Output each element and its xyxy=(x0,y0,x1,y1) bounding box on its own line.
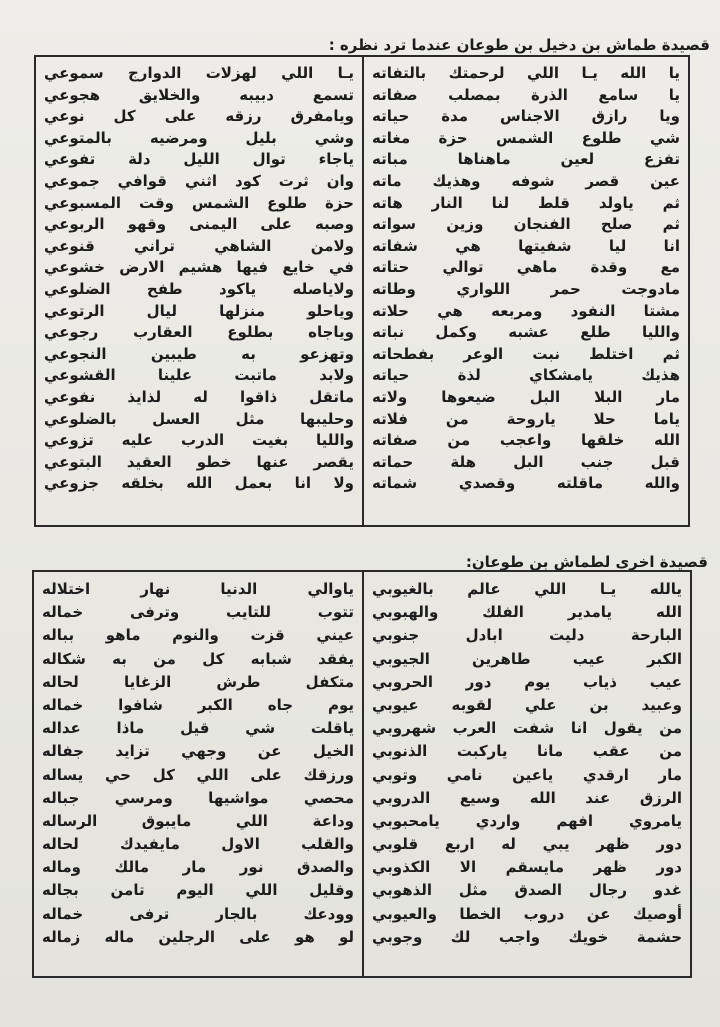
poem1-right-verse: مار البلا البل ضيعوها ولاته xyxy=(372,387,680,406)
poem1-right-verse: عين قصر شوفه وهذيك ماته xyxy=(372,171,680,190)
poem2-right-verse: الله يامدير الفلك والهبوبي xyxy=(372,603,682,622)
poem1-right-verse: مع وقدة ماهي توالي حتاته xyxy=(372,258,680,277)
poem2-left-verse: متكفل طرش الزغايا لحاله xyxy=(42,672,354,691)
poem1-right-verse: تفزع لعين ماهناها مباته xyxy=(372,150,680,169)
poem1-right-verse: ثم صلح الفنجان وزين سواته xyxy=(372,215,680,234)
poem2-left-verse: ياوالي الدنيا نهار اختلاله xyxy=(42,580,354,598)
poem1-left-verse: ولاياصله ياكود طفح الضلوعي xyxy=(44,279,354,298)
poem1-left-verse: وان ثرت كود اثني قوافي جموعي xyxy=(44,171,354,190)
poem1-left-verse: ولابد ماتبت علينا القشوعي xyxy=(44,366,354,385)
poem2-left-verse: لو هو على الرجلين ماله زماله xyxy=(42,927,354,946)
poem2-right-verse: البارحة دليت ابادل جنوبي xyxy=(372,626,682,645)
poem2-left-verse: محصي مواشيها ومرسي جباله xyxy=(42,788,354,807)
poem1-right-verse: الله خلقها واعجب من صفاته xyxy=(372,431,680,450)
poem2-left-verse: ورزقك على اللي كل حي يساله xyxy=(42,765,354,784)
poem2-left-verse: يوم جاه الكبر شافوا خماله xyxy=(42,695,354,714)
poem1-left-verse: ويامفرق رزقه على كل نوعي xyxy=(44,107,354,126)
poem1-right-verse: ثم اختلط نبت الوعر بفطحاته xyxy=(372,344,680,363)
poem1-left-verse: يـا اللي لهزلات الدوارج سموعي xyxy=(44,64,354,82)
poem1-left-verse: في خايع فيها هشيم الارض خشوعي xyxy=(44,258,354,277)
poem1-left-verse: وياحلو منزلها ليال الرتوعي xyxy=(44,301,354,320)
poem2-left-verse: والقلب الاول مايفيدك لحاله xyxy=(42,835,354,854)
poem1-right-verse: يا الله يـا اللي لرحمتك بالتفاته xyxy=(372,64,680,82)
poem1-box xyxy=(34,55,690,527)
poem1-left-verse: والليا بغيت الدرب عليه تزوعي xyxy=(44,431,354,450)
poem2-left-verse: عيني قزت والنوم ماهو بباله xyxy=(42,626,354,645)
poem1-left-verse: حزة طلوع الشمس وقت المسبوعي xyxy=(44,193,354,212)
poem2-right-verse: مار ارقدي ياعين نامي وتوبي xyxy=(372,765,682,784)
poem1-left-verse: وحليبها مثل العسل بالضلوعي xyxy=(44,409,354,428)
poem1-right-verse: هذيك يامشكاي لذة حياته xyxy=(372,366,680,385)
poem2-left-verse: وقليل اللي اليوم تامن بجاله xyxy=(42,881,354,900)
poem1-left-verse: يقصر عنها خطو العقيد البتوعي xyxy=(44,452,354,471)
poem1-right-verse: ثم ياولد قلط لنا النار هاته xyxy=(372,193,680,212)
poem2-right-verse: وعبيد بن علي لقوبه عيوبي xyxy=(372,695,682,714)
poem2-box xyxy=(32,570,692,978)
poem2-left-verse: ياقلت شي قيل ماذا عداله xyxy=(42,719,354,738)
poem2-title: قصيدة اخرى لطماش بن طوعان: xyxy=(465,553,708,571)
poem2-left-verse: الخيل عن وجهي تزايد جفاله xyxy=(42,742,354,761)
poem1-right-verse: شي طلوع الشمس حزة مغاته xyxy=(372,128,680,147)
poem2-right-verse: الرزق عند الله وسيع الدروبي xyxy=(372,788,682,807)
poem1-right-verse: والليا طلع عشبه وكمل نباته xyxy=(372,323,680,342)
poem1-right-verse: والله ماقلته وقصدي شماته xyxy=(372,474,680,493)
poem2-right-verse: غدو رجال الصدق مثل الذهوبي xyxy=(372,881,682,900)
poem2-right-verse: من يقول انا شفت العرب شهروبي xyxy=(372,719,682,738)
poem2-right-verse: دور ظهر يبي له اربع قلوبي xyxy=(372,835,682,854)
poem2-left-column xyxy=(34,572,362,976)
poem2-left-verse: وودعك بالجار ترفى خماله xyxy=(42,904,354,923)
poem1-left-verse: وصبه على اليمنى وقهو الربوعي xyxy=(44,215,354,234)
poem1-right-verse: ويا رازق الاجناس مدة حياته xyxy=(372,107,680,126)
poem1-left-verse: ماتقل ذاقوا له لذايذ نفوعي xyxy=(44,387,354,406)
poem1-right-verse: يا سامع الذرة بمصلب صفاته xyxy=(372,85,680,104)
poem2-right-verse: من عقب مانا ياركبت الذنوبي xyxy=(372,742,682,761)
poem2-right-verse: يامروي افهم واردي يامحبوبي xyxy=(372,811,682,830)
poem1-right-verse: انا ليا شفيتها هي شفاته xyxy=(372,236,680,255)
poem2-right-verse: يالله يـا اللي عالم بالغيوبي xyxy=(372,580,682,598)
poem1-right-verse: ياما حلا ياروحة من فلاته xyxy=(372,409,680,428)
poem1-right-verse: مشتا النفود ومربعه هي حلاته xyxy=(372,301,680,320)
poem2-right-verse: عيب ذياب يوم دور الحروبي xyxy=(372,672,682,691)
poem1-left-verse: وياجاه بطلوع العقارب رجوعي xyxy=(44,323,354,342)
poem2-right-verse: أوصيك عن دروب الخطا والعيوبي xyxy=(372,904,682,923)
poem1-left-column xyxy=(36,57,362,525)
poem2-right-column xyxy=(362,572,690,976)
poem1-left-verse: وشي بليل ومرضيه بالمتوعي xyxy=(44,128,354,147)
poem1-right-column xyxy=(362,57,688,525)
poem2-right-verse: دور ظهر مايسقم الا الكذوبي xyxy=(372,858,682,877)
poem2-right-verse: الكبر عيب طاهرين الجيوبي xyxy=(372,649,682,668)
poem1-right-verse: قبل جنب البل هلة حماته xyxy=(372,452,680,471)
poem2-left-verse: والصدق نور مار مالك وماله xyxy=(42,858,354,877)
poem2-left-verse: تتوب للتايب وترفى خماله xyxy=(42,603,354,622)
poem1-left-verse: تسمع دبيبه والخلايق هجوعي xyxy=(44,85,354,104)
poem2-left-verse: يفقد شبابه كل من به شكاله xyxy=(42,649,354,668)
poem1-left-verse: ولا انا بعمل الله بخلقه جزوعي xyxy=(44,474,354,493)
poem1-left-verse: ياجاء توال الليل دلة تفوعي xyxy=(44,150,354,169)
poem2-left-verse: وداعة اللي مايبوق الرساله xyxy=(42,811,354,830)
poem1-title: قصيدة طماش بن دخيل بن طوعان عندما ترد نظره : xyxy=(328,36,710,54)
poem1-left-verse: ولامن الشاهي تراني قنوعي xyxy=(44,236,354,255)
poem1-left-verse: وتهزعو به طيبين النجوعي xyxy=(44,344,354,363)
poem1-right-verse: مادوجت حمر اللواري وطاته xyxy=(372,279,680,298)
poem2-right-verse: حشمة خويك واجب لك وجوبي xyxy=(372,927,682,946)
